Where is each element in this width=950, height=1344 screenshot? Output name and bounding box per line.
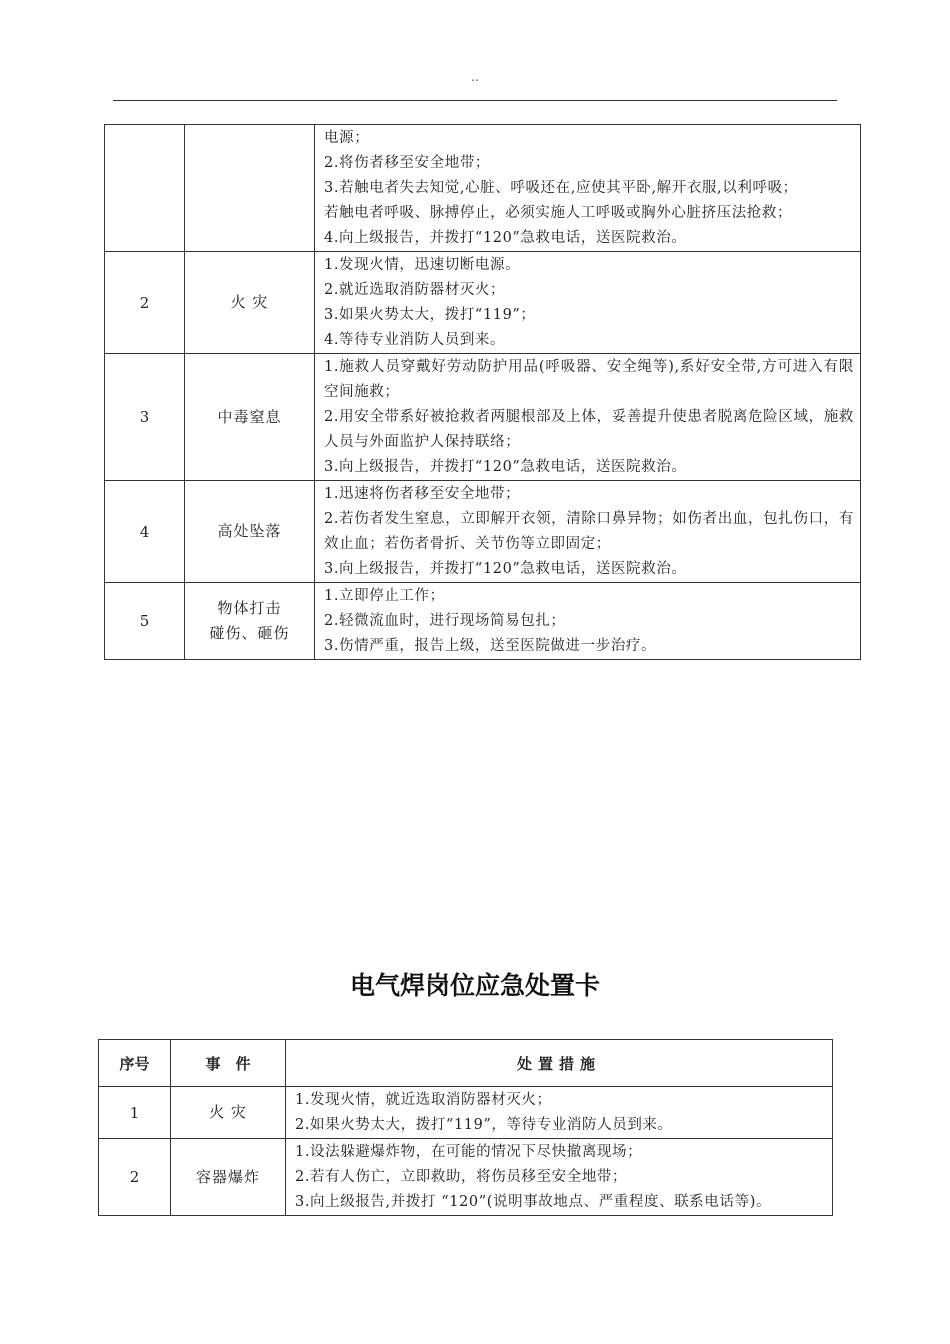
header-rule: [113, 100, 837, 101]
row-event: [185, 125, 315, 252]
measure-line: 1.施救人员穿戴好劳动防护用品(呼吸器、安全绳等),系好安全带,方可进入有限空间施救；: [324, 359, 854, 400]
measure-line: 3.如果火势太大，拨打“119”；: [324, 307, 536, 323]
measure-line: 1.发现火情，就近选取消防器材灭火；: [295, 1092, 552, 1108]
measure-line: 3.若触电者失去知觉,心脏、呼吸还在,应使其平卧,解开衣服,以利呼吸；: [324, 180, 798, 196]
measure-line: 3.向上级报告,并拨打 “120”(说明事故地点、严重程度、联系电话等)。: [295, 1194, 772, 1210]
event-line: 物体打击: [217, 599, 282, 617]
row-measures: [286, 1139, 833, 1216]
measure-line: 3.向上级报告，并拨打“120”急救电话，送医院救治。: [324, 561, 687, 577]
page-header-mark: ..: [471, 70, 479, 84]
row-number: 2: [99, 1139, 171, 1216]
header-measures: 处置措施: [286, 1040, 833, 1087]
measure-line: 1.立即停止工作；: [324, 588, 445, 604]
measure-line: 2.将伤者移至安全地带；: [324, 155, 491, 171]
row-number: 1: [99, 1087, 171, 1139]
row-measures: [315, 125, 861, 252]
row-number: 3: [105, 354, 185, 481]
row-event: 容器爆炸: [171, 1139, 286, 1216]
measure-line: 2.若伤者发生窒息，立即解开衣领，清除口鼻异物；如伤者出血，包扎伤口，有效止血；若伤者骨折、关节伤等立即固定；: [324, 511, 854, 552]
measure-line: 2.如果火势太大，拨打“119”，等待专业消防人员到来。: [295, 1117, 673, 1133]
table-row: [105, 583, 861, 660]
header-number: 序号: [99, 1040, 171, 1087]
row-number: 5: [105, 583, 185, 660]
row-event: [185, 583, 315, 660]
measure-line: 2.轻微流血时，进行现场简易包扎；: [324, 613, 566, 629]
row-event: 火 灾: [171, 1087, 286, 1139]
measure-line: 4.等待专业消防人员到来。: [324, 332, 506, 348]
measure-line: 1.迅速将伤者移至安全地带；: [324, 486, 521, 502]
measure-line: 3.向上级报告，并拨打“120”急救电话，送医院救治。: [324, 459, 687, 475]
row-event: 中毒窒息: [185, 354, 315, 481]
row-measures: [315, 481, 861, 583]
measure-line: 2.若有人伤亡，立即救助，将伤员移至安全地带；: [295, 1169, 628, 1185]
row-number: 4: [105, 481, 185, 583]
measure-line: 2.就近选取消防器材灭火；: [324, 282, 506, 298]
measure-line: 1.设法躲避爆炸物，在可能的情况下尽快撤离现场；: [295, 1144, 643, 1160]
table-row: [99, 1139, 833, 1216]
table-header-row: [99, 1040, 833, 1087]
welding-emergency-card-table: [98, 1039, 833, 1216]
table-row: [105, 354, 861, 481]
row-event: 高处坠落: [185, 481, 315, 583]
measure-line: 电源；: [324, 130, 370, 146]
emergency-measures-table: [104, 124, 861, 660]
table-row: [105, 252, 861, 354]
table-row: [99, 1087, 833, 1139]
row-measures: [315, 354, 861, 481]
table-row: [105, 481, 861, 583]
row-number: [105, 125, 185, 252]
measure-line: 2.用安全带系好被抢救者两腿根部及上体，妥善提升使患者脱离危险区域，施救人员与外面监护人保持联络；: [324, 409, 854, 450]
row-measures: [315, 252, 861, 354]
table-row: [105, 125, 861, 252]
header-event: 事 件: [171, 1040, 286, 1087]
measure-line: 3.伤情严重，报告上级，送至医院做进一步治疗。: [324, 638, 657, 654]
measure-line: 若触电者呼吸、脉搏停止，必须实施人工呼吸或胸外心脏挤压法抢救；: [324, 205, 793, 221]
row-measures: [286, 1087, 833, 1139]
card-title: 电气焊岗位应急处置卡: [349, 971, 600, 1000]
measure-line: 4.向上级报告，并拨打“120”急救电话，送医院救治。: [324, 230, 687, 246]
row-number: 2: [105, 252, 185, 354]
measure-line: 1.发现火情，迅速切断电源。: [324, 257, 521, 273]
row-event: 火 灾: [185, 252, 315, 354]
row-measures: [315, 583, 861, 660]
event-line: 碰伤、砸伤: [209, 624, 290, 642]
